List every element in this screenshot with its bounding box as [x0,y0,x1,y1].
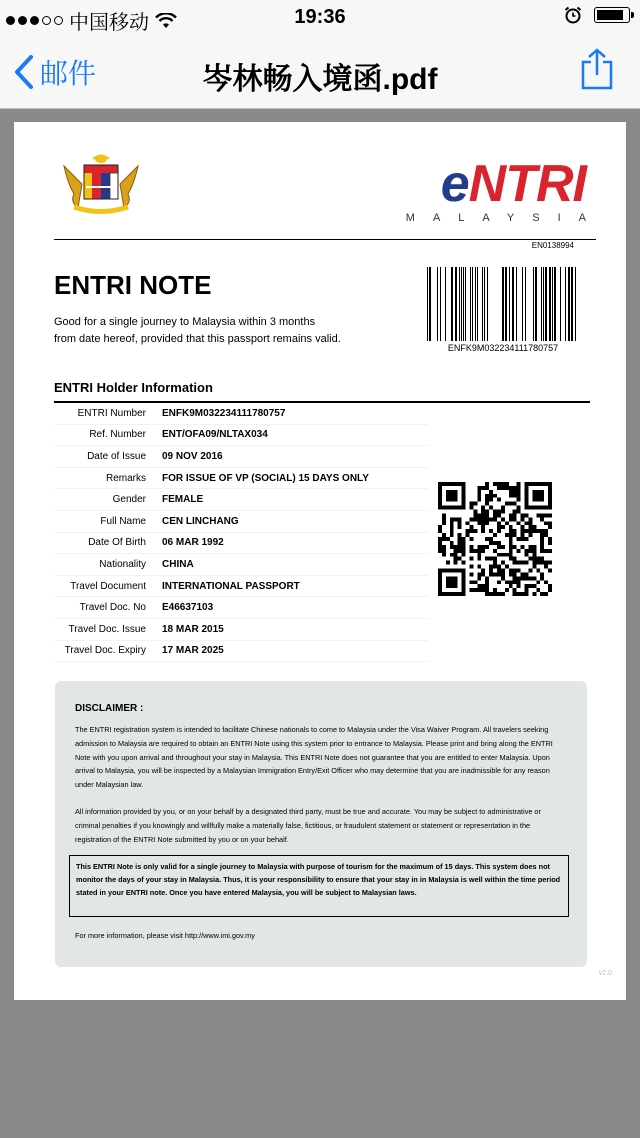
info-row [54,533,428,555]
header-divider [54,239,596,240]
info-row [54,576,428,598]
carrier-label: 中国移动 [69,12,149,34]
field-label: Full Name [100,515,146,527]
more-info-text: For more information, please visit http://www.imi.gov.my [75,931,255,940]
coat-of-arms-icon [60,154,142,216]
status-time: 19:36 [294,6,346,28]
field-value: ENT/OFA09/NLTAX034 [162,429,268,441]
field-label: Date of Issue [87,450,146,462]
battery-icon [594,7,630,23]
field-value: CHINA [162,558,194,570]
field-label: Travel Doc. No [79,602,146,614]
disclaimer-paragraph: The ENTRI registration system is intended to facilitate Chinese nationals to come to Malaysia under the Visa Waiver Program. All travelers seeking admission to Malaysia are required to obtain an ENTRI Note using this system prior to entrance to Malaysia. Please print and bring along the ENTRI Note with you upon arrival and throughout your stay in Malaysia. This ENTRI Note does not guarantee that you are entitled to enter Malaysia. Upon arrival to Malaysia, you will be inspected by a Malaysian Immigration Entry/Exit Officer who may determine that you are inadmissible for any reason under Malaysian law. [75,725,553,790]
info-row [54,641,428,663]
field-label: Gender [112,494,146,506]
field-label: Nationality [99,558,146,570]
field-label: Ref. Number [89,429,146,441]
entri-logo-word: eNTRI [440,155,586,213]
field-label: Remarks [105,472,146,484]
validity-notice: This ENTRI Note is only valid for a single journey to Malaysia with purpose of tourism for the maximum of 15 days. This system does not monitor the days of your stay in Malaysia. Thus, it is your responsibility to ensure that your stay in in Malaysia is well within the time period stated in your ENTRI note. Once you have entered Malaysia, you will be subject to Malaysian laws. [69,855,569,917]
info-row [54,446,428,468]
document-heading: ENTRI NOTE [54,270,212,300]
field-value: 17 MAR 2025 [162,645,224,657]
entri-logo-subtitle: MALAYSIA [405,212,604,224]
info-row [54,468,428,490]
nav-bar [0,36,640,109]
status-right [564,6,630,24]
pdf-page [14,122,626,1000]
field-value: E46637103 [162,602,214,614]
field-value: CEN LINCHANG [162,515,239,527]
version-label: v2.0 [598,970,612,977]
info-row [54,597,428,619]
info-row [54,554,428,576]
disclaimer-title: DISCLAIMER : [75,703,144,714]
section-title: ENTRI Holder Information [54,380,213,395]
disclaimer-paragraph: All information provided by you, or on your behalf by a designated third party, must be true and accurate. You may be subject to administrative or criminal penalties if you knowingly and willfully make a materially false, fictitious, or fraudulent statement or statement or representation in the registration of the ENTRI Note submitted by you or on your behalf. [75,807,541,844]
field-value: FEMALE [162,494,204,506]
info-row [54,511,428,533]
share-icon [580,48,614,90]
barcode-icon [427,267,577,341]
intro-text: Good for a single journey to Malaysia within 3 months from date hereof, provided that this passport remains valid. [54,316,341,345]
field-label: ENTRI Number [77,407,146,419]
page-title: 岑林畅入境函.pdf [202,63,438,96]
field-value: ENFK9M032234111780757 [162,407,286,419]
holder-info-table [54,403,428,662]
field-label: Travel Document [70,580,146,592]
field-value: FOR ISSUE OF VP (SOCIAL) 15 DAYS ONLY [162,472,369,484]
info-row [54,489,428,511]
barcode-number: ENFK9M032234111780757 [447,343,559,353]
qr-code-icon [438,482,552,596]
info-row [54,619,428,641]
field-value: 06 MAR 1992 [162,537,224,549]
reference-code: EN0138994 [531,241,574,250]
disclaimer-box [55,681,587,967]
back-label: 邮件 [40,58,97,89]
share-button[interactable] [580,48,614,95]
field-value: INTERNATIONAL PASSPORT [162,580,300,592]
field-label: Date Of Birth [88,537,146,549]
alarm-icon [564,6,582,24]
field-value: 09 NOV 2016 [162,450,223,462]
field-label: Travel Doc. Expiry [64,645,146,657]
entri-logo [405,155,604,224]
info-row [54,403,428,425]
field-label: Travel Doc. Issue [68,623,146,635]
field-value: 18 MAR 2015 [162,623,224,635]
info-row [54,425,428,447]
status-bar [0,0,640,36]
